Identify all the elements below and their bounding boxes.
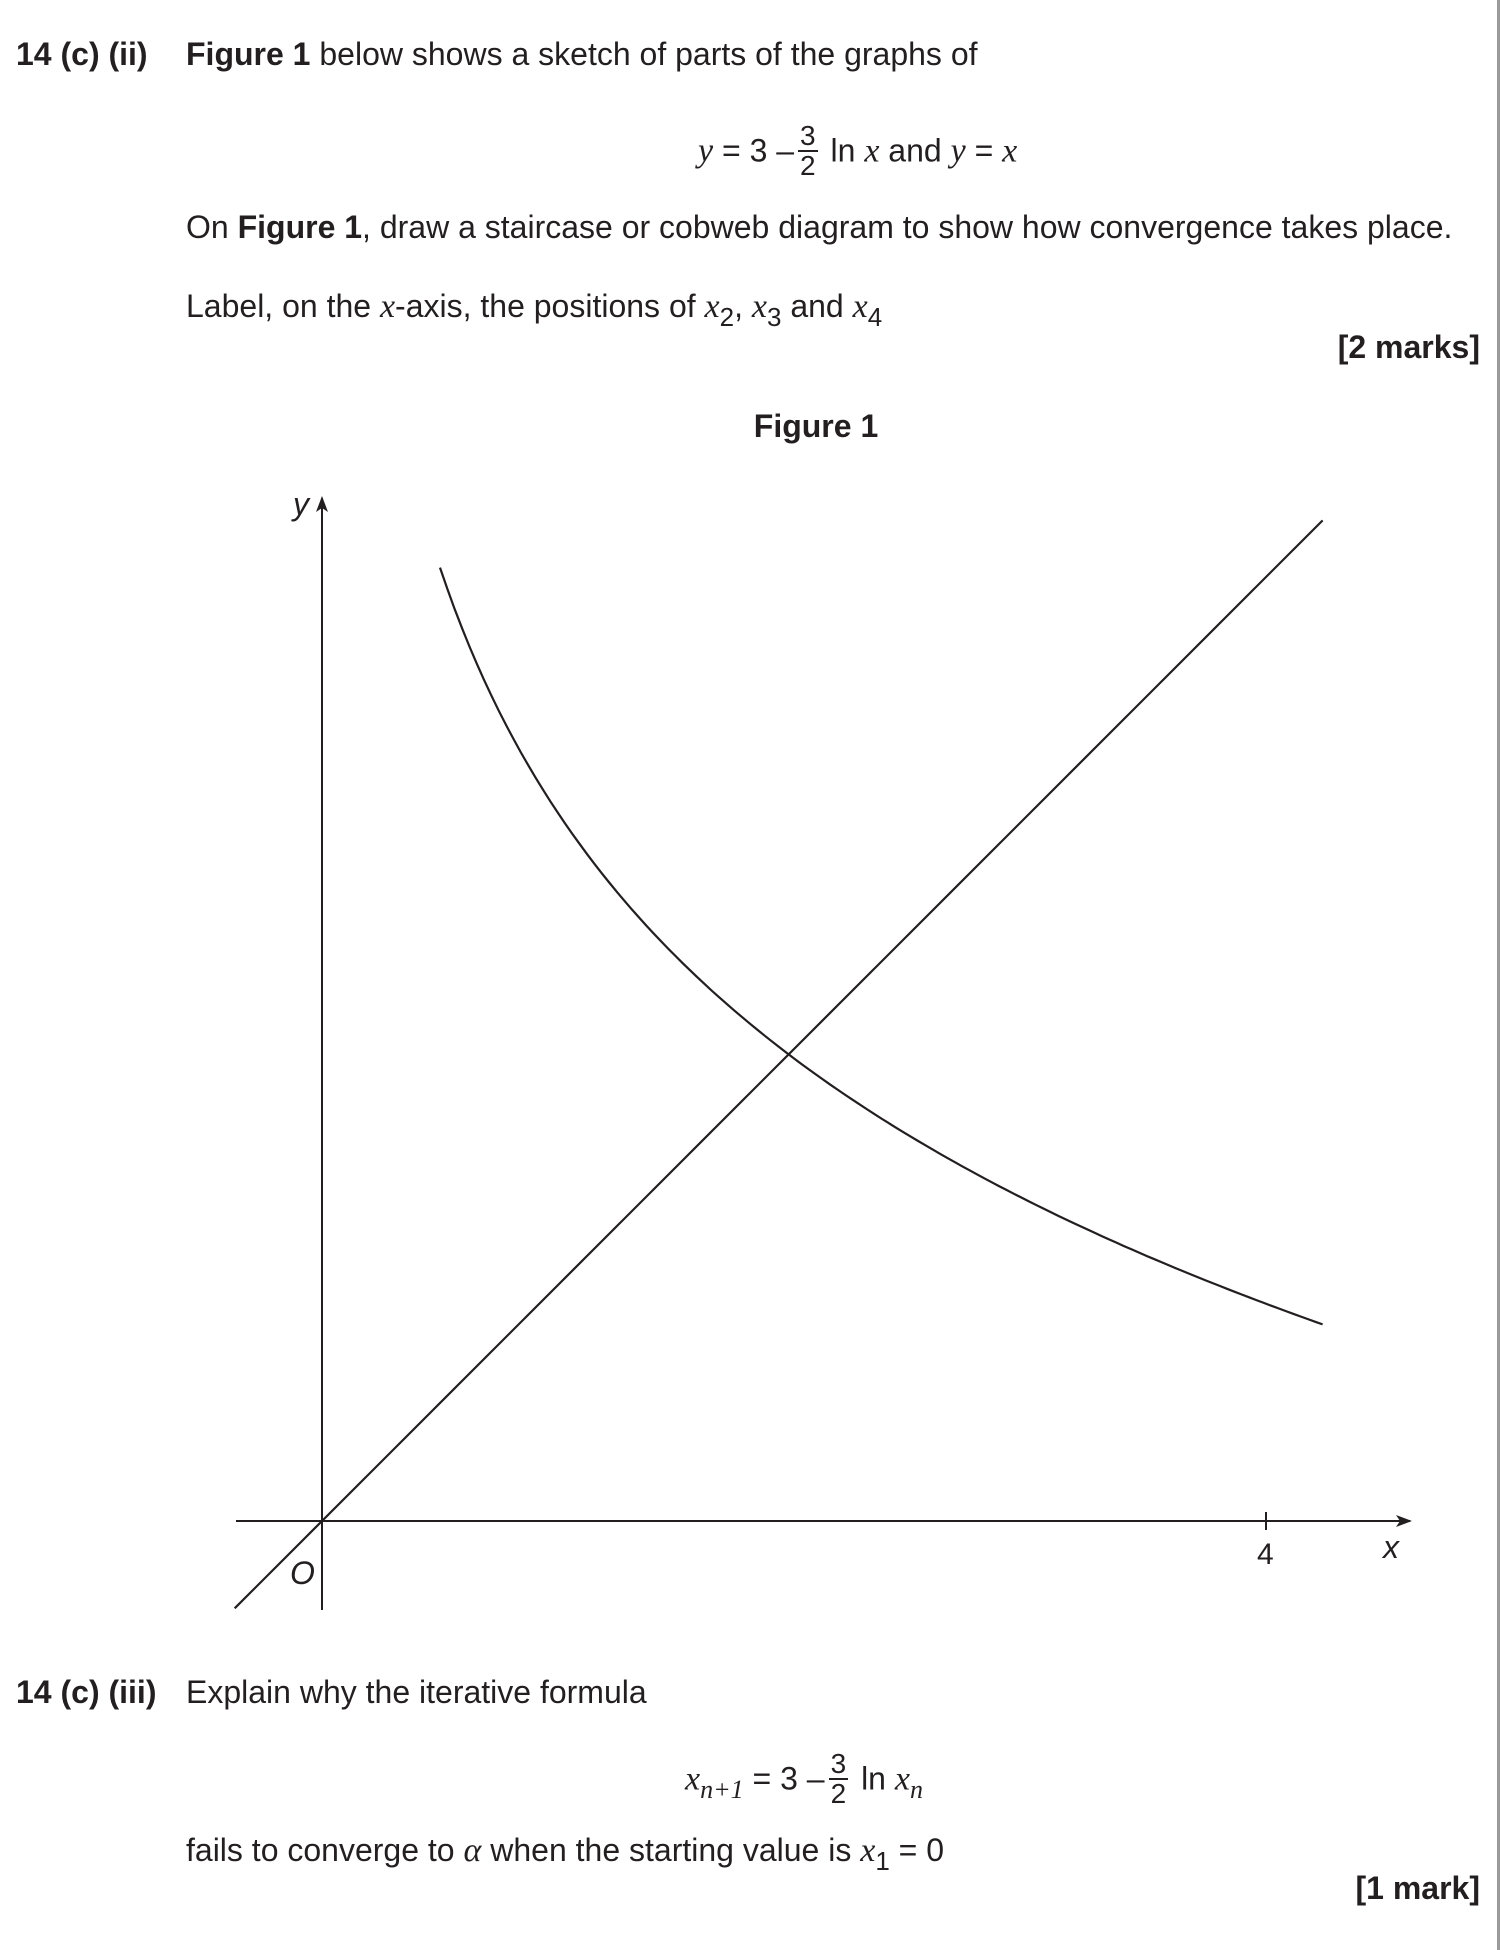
fail-text: fails to converge to α when the starting value is $x_1 = 0$ [186, 1832, 945, 1876]
question-14ciii-number: 14 (c) (iii) [16, 1674, 157, 1710]
intro-text: below shows a sketch of parts of the graphs of [310, 36, 978, 72]
marks-2: [2 marks] [1337, 329, 1480, 365]
y-axis-label: y [293, 486, 309, 522]
fraction-three-halves-2: $\frac{3}{2}$ [830, 1748, 847, 1809]
equation-graphs: y = 3 – $\frac{3}{2}$ ln x and y = x [698, 120, 1018, 181]
figure-title: Figure 1 [753, 408, 879, 444]
figure-ref: Figure 1 [186, 36, 311, 72]
curve-y-3-minus-1.5-ln-x [440, 568, 1323, 1325]
origin-label: O [290, 1555, 315, 1591]
instruction-text: On Figure 1, draw a staircase or cobweb diagram to show how convergence takes place. [186, 209, 1453, 245]
x-axis-label: x [1383, 1529, 1399, 1565]
equation-iterative-formula: $x_{n+1} = 3$ – $\frac{3}{2}$ $\ln x_n$ [685, 1748, 923, 1809]
x-tick-label-4: 4 [1257, 1538, 1274, 1571]
fraction-three-halves: $\frac{3}{2}$ [800, 120, 816, 181]
question-14ciii-text: Explain why the iterative formula [186, 1674, 647, 1710]
question-number: 14 (c) (ii) [16, 36, 148, 72]
label-instruction: Label, on the x-axis, the positions of $x_2$, $x_3$ and $x_4$ [186, 288, 883, 332]
line-y-equals-x [235, 520, 1323, 1608]
marks-1: [1 mark] [1355, 1870, 1480, 1906]
